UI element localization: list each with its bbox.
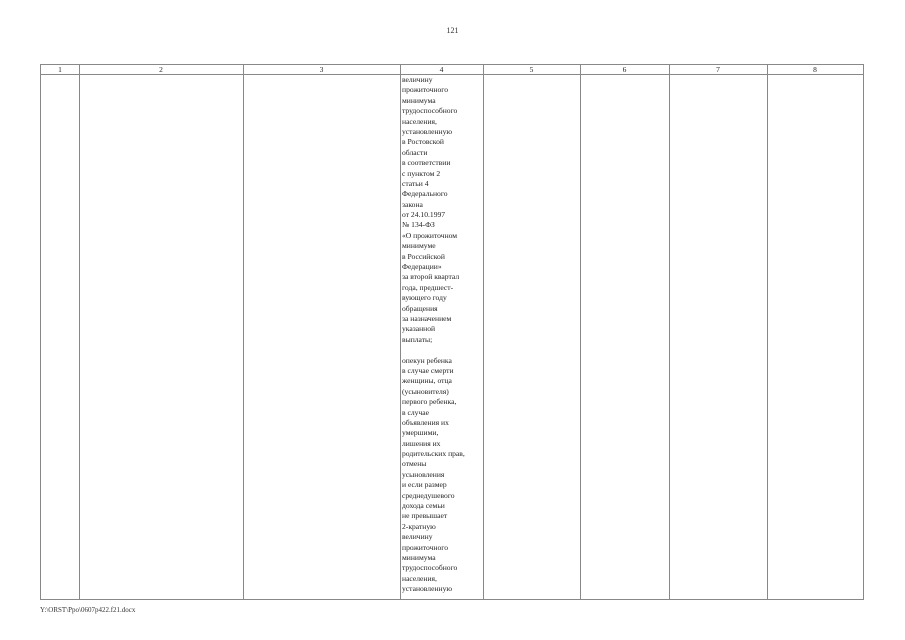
cell-text-line: № 134-ФЗ [402, 220, 435, 230]
column-number-4: 4 [439, 65, 444, 74]
cell-text-line: в случае [402, 407, 430, 417]
cell-text-line: области [402, 147, 428, 157]
cell-text-line: прожиточного [402, 542, 448, 552]
cell-text-line: населения, [402, 116, 437, 126]
cell-text-line: Федерации» [402, 262, 442, 272]
cell-text-line: «О прожиточном [402, 230, 458, 240]
cell-text-line: минимуме [402, 241, 436, 251]
cell-text-line: величину [402, 532, 433, 542]
cell-text-line: дохода семьи [402, 501, 445, 511]
cell-text-line: закона [402, 199, 423, 209]
cell-text-line: (усыновителя) [402, 386, 449, 396]
column-divider [79, 65, 80, 599]
cell-text-line: в Российской [402, 251, 445, 261]
column-number-7: 7 [716, 65, 720, 74]
cell-text-line: опекун ребенка [402, 355, 452, 365]
cell-text-line: обращения [402, 303, 438, 313]
cell-text-line: минимума [402, 95, 436, 105]
column-number-8: 8 [813, 65, 817, 74]
cell-text-line: от 24.10.1997 [402, 210, 446, 220]
column-number-2: 2 [159, 65, 163, 74]
cell-text-line: трудоспособного [402, 563, 458, 573]
cell-text-line: первого ребенка, [402, 397, 457, 407]
cell-text-line: родительских прав, [402, 449, 465, 459]
cell-text-line: объявления их [402, 417, 449, 427]
cell-text-line: среднедушевого [402, 490, 455, 500]
cell-text-line: женщины, отца [402, 376, 452, 386]
cell-text-line: отмены [402, 459, 427, 469]
cell-text-line: установленную [402, 126, 453, 136]
cell-text-line: прожиточного [402, 85, 448, 95]
column-divider [580, 65, 581, 599]
cell-text-line: умершими, [402, 428, 439, 438]
column-number-5: 5 [529, 65, 534, 74]
column-4-cell-text [401, 75, 486, 595]
cell-text-line: трудоспособного [402, 106, 458, 116]
column-divider [767, 65, 768, 599]
cell-text-line: населения, [402, 573, 437, 583]
cell-text-line: 2-кратную [402, 521, 436, 531]
column-divider [243, 65, 244, 599]
document-table [40, 64, 864, 600]
cell-text-line: вующего году [402, 293, 447, 303]
column-number-6: 6 [622, 65, 627, 74]
cell-text-line: лишения их [402, 438, 441, 448]
cell-text-line: выплаты; [402, 334, 433, 344]
cell-text-line: установленную [402, 584, 453, 594]
cell-text-line: статьи 4 [402, 178, 429, 188]
cell-text-line: за назначением [402, 313, 452, 323]
cell-text-line: с пунктом 2 [402, 168, 441, 178]
column-number-3: 3 [319, 65, 324, 74]
cell-text-line: и если размер [402, 480, 447, 490]
cell-text-line: в Ростовской [402, 137, 444, 147]
cell-text-line: за второй квартал [402, 272, 460, 282]
cell-text-line: Федерального [402, 189, 448, 199]
cell-text-line: минимума [402, 552, 436, 562]
cell-text-line: величину [402, 75, 433, 84]
cell-text-line [402, 345, 486, 355]
cell-text-line: усыновления [402, 469, 445, 479]
cell-text-line: не превышает [402, 511, 448, 521]
footer-file-path: Y:\ORST\Ppo\0607p422.f21.docx [40, 606, 136, 614]
column-divider [669, 65, 670, 599]
cell-text-line: в соответствии [402, 158, 451, 168]
cell-text-line: года, предшест- [402, 282, 454, 292]
page-number: 121 [446, 26, 459, 35]
column-number-1: 1 [58, 65, 62, 74]
cell-text-line: указанной [402, 324, 436, 334]
cell-text-line: в случае смерти [402, 365, 454, 375]
